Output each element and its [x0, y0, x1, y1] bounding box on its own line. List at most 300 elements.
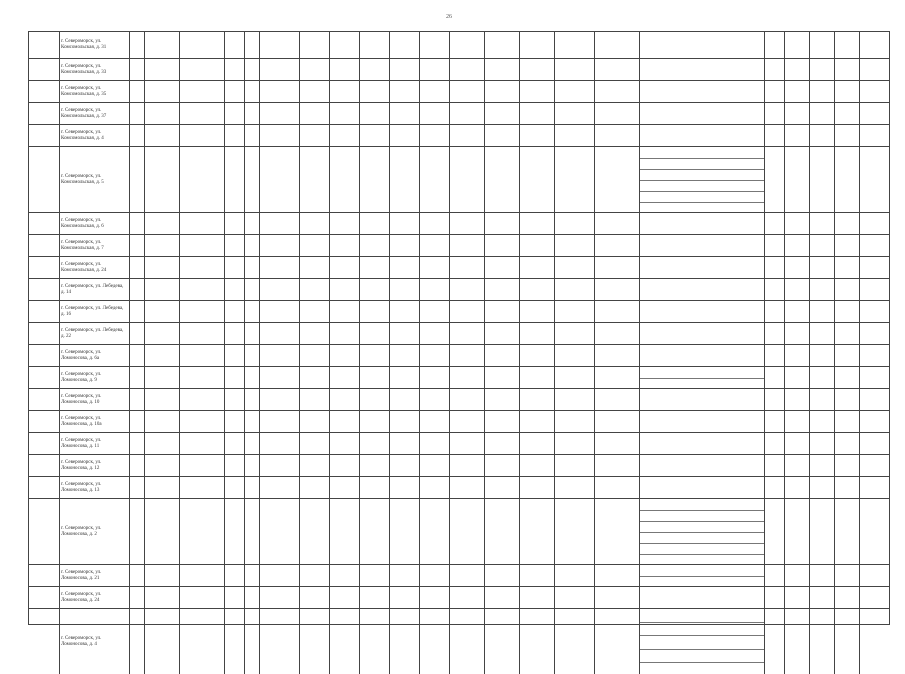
column-divider [834, 389, 835, 410]
y1-cell [129, 81, 144, 102]
empty-cell [519, 32, 554, 58]
column-divider [594, 301, 595, 322]
works-cell [639, 477, 764, 498]
empty-cell [519, 235, 554, 256]
people-cell [359, 433, 389, 454]
column-divider [809, 147, 810, 212]
date-cell [834, 81, 859, 102]
entrances-cell [244, 411, 259, 432]
column-divider [484, 433, 485, 454]
p2-cell [809, 367, 834, 388]
column-divider [834, 433, 835, 454]
column-divider [329, 125, 330, 146]
column-divider [809, 367, 810, 388]
empty-cell [594, 323, 639, 344]
area_live-cell [329, 213, 359, 234]
column-divider [244, 301, 245, 322]
work-item [641, 649, 762, 662]
column-divider [639, 389, 640, 410]
num-cell [29, 32, 59, 58]
column-divider [484, 455, 485, 476]
floors-cell [224, 367, 244, 388]
material-cell [179, 433, 224, 454]
table-row [29, 322, 889, 344]
column-divider [859, 389, 860, 410]
column-divider [179, 279, 180, 300]
column-divider [764, 103, 765, 124]
table-row [29, 454, 889, 476]
column-divider [784, 389, 785, 410]
column-divider [59, 389, 60, 410]
column-divider [389, 125, 390, 146]
empty-cell [554, 455, 594, 476]
y1-cell [129, 301, 144, 322]
column-divider [59, 125, 60, 146]
empty-cell [519, 411, 554, 432]
date-cell [834, 499, 859, 564]
p1-cell [784, 32, 809, 58]
column-divider [59, 455, 60, 476]
empty-cell [859, 565, 891, 586]
empty-cell [594, 213, 639, 234]
floors-cell [224, 147, 244, 212]
num-cell [29, 477, 59, 498]
column-divider [764, 59, 765, 80]
empty-cell [519, 455, 554, 476]
page-number: 26 [446, 14, 452, 20]
area-cell [259, 433, 299, 454]
material-cell [179, 125, 224, 146]
date-cell [834, 103, 859, 124]
column-divider [764, 279, 765, 300]
v3-cell [484, 125, 519, 146]
v3-cell [484, 455, 519, 476]
y2-cell [144, 499, 179, 564]
area_res-cell [299, 345, 329, 366]
address-cell: г. Североморск, ул. Комсомольская, д. 37 [61, 107, 107, 119]
column-divider [179, 587, 180, 608]
floors-cell [224, 411, 244, 432]
column-divider [784, 411, 785, 432]
num-cell [29, 609, 59, 674]
column-divider [129, 279, 130, 300]
v1-cell [419, 279, 449, 300]
column-divider [244, 81, 245, 102]
column-divider [244, 32, 245, 58]
column-divider [244, 257, 245, 278]
v2-cell [449, 32, 484, 58]
floors-cell [224, 587, 244, 608]
v3-cell [484, 257, 519, 278]
v3-cell [484, 389, 519, 410]
column-divider [419, 323, 420, 344]
v2-cell [449, 301, 484, 322]
column-divider [554, 477, 555, 498]
area_live-cell [329, 125, 359, 146]
table-row [29, 32, 889, 58]
column-divider [639, 411, 640, 432]
column-divider [329, 213, 330, 234]
column-divider [449, 279, 450, 300]
column-divider [329, 477, 330, 498]
column-divider [144, 147, 145, 212]
column-divider [764, 32, 765, 58]
column-divider [359, 367, 360, 388]
column-divider [59, 477, 60, 498]
y1-cell [129, 345, 144, 366]
column-divider [59, 279, 60, 300]
column-divider [834, 609, 835, 674]
material-cell [179, 345, 224, 366]
column-divider [179, 301, 180, 322]
p2-cell [809, 565, 834, 586]
empty-cell [859, 609, 891, 674]
column-divider [299, 411, 300, 432]
column-divider [484, 301, 485, 322]
area_res-cell [299, 257, 329, 278]
column-divider [144, 433, 145, 454]
area_res-cell [299, 125, 329, 146]
p2-cell [809, 125, 834, 146]
work-item [641, 345, 762, 366]
column-divider [784, 499, 785, 564]
address-cell: г. Североморск, ул. Ломоносова, д. 11 [61, 437, 102, 449]
column-divider [764, 301, 765, 322]
p2-cell [809, 257, 834, 278]
column-divider [764, 213, 765, 234]
column-divider [554, 455, 555, 476]
people-cell [359, 279, 389, 300]
column-divider [224, 565, 225, 586]
column-divider [594, 499, 595, 564]
address-cell: г. Североморск, ул. Лебедева, д. 14 [61, 283, 124, 295]
column-divider [859, 257, 860, 278]
column-divider [764, 411, 765, 432]
column-divider [299, 32, 300, 58]
column-divider [329, 565, 330, 586]
column-divider [244, 367, 245, 388]
housing-table [28, 31, 890, 647]
column-divider [419, 235, 420, 256]
column-divider [594, 345, 595, 366]
column-divider [59, 103, 60, 124]
column-divider [834, 213, 835, 234]
column-divider [594, 235, 595, 256]
column-divider [519, 455, 520, 476]
column-divider [449, 587, 450, 608]
v1-cell [419, 147, 449, 212]
area_res-cell [299, 455, 329, 476]
column-divider [639, 455, 640, 476]
empty-cell [519, 367, 554, 388]
column-divider [594, 323, 595, 344]
column-divider [519, 433, 520, 454]
works-cell [639, 32, 764, 58]
empty-cell [859, 477, 891, 498]
p2-cell [809, 477, 834, 498]
column-divider [359, 257, 360, 278]
empty-cell [594, 367, 639, 388]
column-divider [554, 147, 555, 212]
column-divider [484, 32, 485, 58]
material-cell [179, 367, 224, 388]
column-divider [594, 609, 595, 674]
y1-cell [129, 103, 144, 124]
column-divider [554, 323, 555, 344]
area_res-cell [299, 477, 329, 498]
v3-cell [484, 609, 519, 674]
area-cell [259, 59, 299, 80]
column-divider [554, 32, 555, 58]
column-divider [419, 279, 420, 300]
address-cell: г. Североморск, ул. Комсомольская, д. 24 [61, 261, 107, 273]
entrances-cell [244, 477, 259, 498]
area_live-cell [329, 81, 359, 102]
column-divider [554, 213, 555, 234]
v2-cell [449, 323, 484, 344]
v2-cell [449, 257, 484, 278]
floors-cell [224, 301, 244, 322]
column-divider [144, 213, 145, 234]
area_live-cell [329, 609, 359, 674]
v2-cell [449, 433, 484, 454]
column-divider [484, 587, 485, 608]
column-divider [834, 367, 835, 388]
column-divider [419, 125, 420, 146]
column-divider [419, 32, 420, 58]
column-divider [129, 147, 130, 212]
column-divider [784, 125, 785, 146]
floors-cell [224, 213, 244, 234]
work-item [641, 662, 762, 674]
n-cell [764, 367, 784, 388]
v1-cell [419, 81, 449, 102]
empty-cell [594, 609, 639, 674]
y1-cell [129, 279, 144, 300]
column-divider [449, 59, 450, 80]
column-divider [129, 301, 130, 322]
v1-cell [419, 565, 449, 586]
empty-cell [519, 125, 554, 146]
column-divider [59, 301, 60, 322]
column-divider [784, 81, 785, 102]
empty-cell [594, 59, 639, 80]
column-divider [259, 345, 260, 366]
table-row [29, 102, 889, 124]
column-divider [144, 279, 145, 300]
v1-cell [419, 477, 449, 498]
column-divider [554, 257, 555, 278]
column-divider [244, 455, 245, 476]
column-divider [859, 213, 860, 234]
date-cell [834, 345, 859, 366]
column-divider [59, 433, 60, 454]
n-cell [764, 301, 784, 322]
column-divider [299, 125, 300, 146]
empty-cell [519, 301, 554, 322]
column-divider [449, 235, 450, 256]
column-divider [764, 565, 765, 586]
v2-cell [449, 565, 484, 586]
entrances-cell [244, 609, 259, 674]
column-divider [519, 257, 520, 278]
column-divider [224, 279, 225, 300]
column-divider [784, 455, 785, 476]
works-cell [639, 235, 764, 256]
y2-cell [144, 213, 179, 234]
p1-cell [784, 477, 809, 498]
column-divider [484, 81, 485, 102]
column-divider [179, 32, 180, 58]
column-divider [419, 345, 420, 366]
column-divider [129, 477, 130, 498]
v2-cell [449, 103, 484, 124]
column-divider [244, 477, 245, 498]
n-cell [764, 103, 784, 124]
column-divider [449, 125, 450, 146]
column-divider [554, 367, 555, 388]
cost-cell [389, 103, 419, 124]
table-row [29, 366, 889, 388]
area_live-cell [329, 587, 359, 608]
date-cell [834, 32, 859, 58]
column-divider [329, 411, 330, 432]
entrances-cell [244, 279, 259, 300]
empty-cell [594, 455, 639, 476]
column-divider [299, 323, 300, 344]
p1-cell [784, 587, 809, 608]
column-divider [179, 455, 180, 476]
empty-cell [554, 367, 594, 388]
column-divider [834, 125, 835, 146]
column-divider [299, 499, 300, 564]
num-cell [29, 323, 59, 344]
column-divider [834, 103, 835, 124]
empty-cell [519, 59, 554, 80]
works-cell [639, 279, 764, 300]
n-cell [764, 477, 784, 498]
column-divider [519, 565, 520, 586]
area_live-cell [329, 59, 359, 80]
column-divider [244, 323, 245, 344]
v3-cell [484, 213, 519, 234]
area_live-cell [329, 499, 359, 564]
num-cell [29, 301, 59, 322]
area-cell [259, 411, 299, 432]
area-cell [259, 103, 299, 124]
column-divider [259, 367, 260, 388]
work-item [641, 389, 762, 410]
work-item [641, 499, 762, 510]
v1-cell [419, 59, 449, 80]
column-divider [224, 32, 225, 58]
column-divider [449, 257, 450, 278]
column-divider [259, 235, 260, 256]
empty-cell [594, 477, 639, 498]
work-item [641, 191, 762, 202]
column-divider [834, 499, 835, 564]
column-divider [859, 345, 860, 366]
material-cell [179, 147, 224, 212]
column-divider [259, 587, 260, 608]
area_live-cell [329, 301, 359, 322]
cost-cell [389, 455, 419, 476]
column-divider [329, 609, 330, 674]
column-divider [594, 213, 595, 234]
v1-cell [419, 587, 449, 608]
v2-cell [449, 345, 484, 366]
column-divider [224, 455, 225, 476]
y2-cell [144, 147, 179, 212]
y1-cell [129, 455, 144, 476]
empty-cell [554, 125, 594, 146]
column-divider [859, 147, 860, 212]
p1-cell [784, 411, 809, 432]
area_res-cell [299, 499, 329, 564]
y1-cell [129, 367, 144, 388]
column-divider [129, 81, 130, 102]
cost-cell [389, 81, 419, 102]
n-cell [764, 345, 784, 366]
num-cell [29, 59, 59, 80]
column-divider [144, 477, 145, 498]
column-divider [259, 32, 260, 58]
column-divider [144, 389, 145, 410]
column-divider [809, 345, 810, 366]
column-divider [519, 103, 520, 124]
empty-cell [594, 32, 639, 58]
column-divider [419, 411, 420, 432]
column-divider [179, 477, 180, 498]
column-divider [419, 147, 420, 212]
entrances-cell [244, 257, 259, 278]
column-divider [359, 411, 360, 432]
material-cell [179, 279, 224, 300]
address-cell: г. Североморск, ул. Ломоносова, д. 12 [61, 459, 102, 471]
num-cell [29, 125, 59, 146]
column-divider [639, 367, 640, 388]
area-cell [259, 367, 299, 388]
column-divider [484, 609, 485, 674]
y1-cell [129, 323, 144, 344]
column-divider [834, 301, 835, 322]
column-divider [809, 103, 810, 124]
column-divider [179, 367, 180, 388]
p2-cell [809, 587, 834, 608]
v1-cell [419, 301, 449, 322]
column-divider [809, 279, 810, 300]
date-cell [834, 455, 859, 476]
v2-cell [449, 81, 484, 102]
address-cell: г. Североморск, ул. Ломоносова, д. 10 [61, 393, 102, 405]
work-item [641, 576, 762, 586]
column-divider [389, 301, 390, 322]
empty-cell [859, 257, 891, 278]
v1-cell [419, 213, 449, 234]
people-cell [359, 565, 389, 586]
column-divider [809, 301, 810, 322]
column-divider [129, 433, 130, 454]
empty-cell [859, 59, 891, 80]
v3-cell [484, 433, 519, 454]
column-divider [224, 103, 225, 124]
column-divider [554, 59, 555, 80]
column-divider [519, 477, 520, 498]
address-cell: г. Североморск, ул. Ломоносова, д. 24 [61, 591, 102, 603]
column-divider [594, 433, 595, 454]
column-divider [259, 147, 260, 212]
p1-cell [784, 59, 809, 80]
